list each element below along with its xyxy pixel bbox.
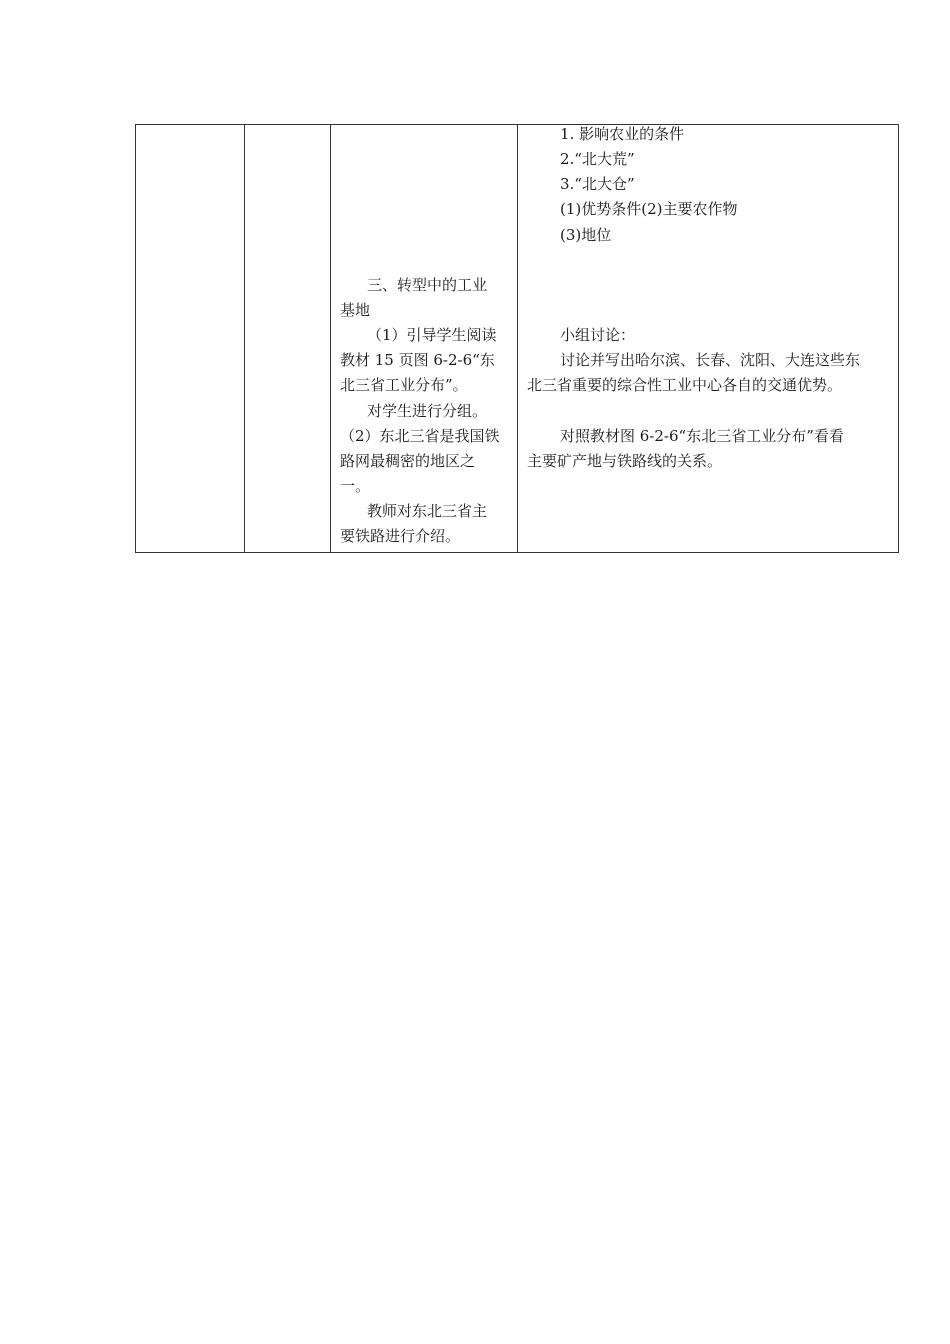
- discussion-text-line: 讨论并写出哈尔滨、长春、沈阳、大连这些东: [560, 351, 861, 369]
- discussion-text-line: 主要矿产地与铁路线的关系。: [527, 452, 723, 470]
- lesson-plan-table: [135, 124, 899, 553]
- teacher-text-line: 三、转型中的工业: [367, 276, 488, 294]
- discussion-text-line: 对照教材图 6-2-6“东北三省工业分布”看看: [560, 427, 844, 445]
- student-activity-cell: [518, 125, 899, 553]
- teacher-text-line: 北三省工业分布”。: [340, 376, 468, 394]
- teacher-text-line: （2）东北三省是我国铁: [340, 427, 500, 445]
- outline-item: 1. 影响农业的条件: [560, 125, 685, 143]
- outline-item: (3)地位: [560, 226, 612, 244]
- teacher-text-line: （1）引导学生阅读: [367, 326, 497, 344]
- teacher-activity-cell: [331, 125, 518, 553]
- teacher-text-line: 教材 15 页图 6-2-6“东: [340, 351, 495, 369]
- discussion-heading: 小组讨论：: [560, 326, 636, 344]
- teacher-text-line: 一。: [340, 477, 371, 495]
- outline-item: 2.“北大荒”: [560, 150, 635, 168]
- teacher-text-line: 基地: [340, 301, 371, 319]
- table-cell-empty-2: [245, 125, 331, 553]
- table-cell-empty-1: [136, 125, 245, 553]
- discussion-text-line: 北三省重要的综合性工业中心各自的交通优势。: [527, 376, 843, 394]
- teacher-text-line: 要铁路进行介绍。: [340, 527, 461, 545]
- outline-item: 3.“北大仓”: [560, 175, 635, 193]
- table-row: [136, 125, 899, 553]
- teacher-text-line: 对学生进行分组。: [367, 402, 488, 420]
- teacher-text-line: 教师对东北三省主: [367, 502, 488, 520]
- outline-item: (1)优势条件(2)主要农作物: [560, 200, 738, 218]
- teacher-text-line: 路网最稠密的地区之: [340, 452, 476, 470]
